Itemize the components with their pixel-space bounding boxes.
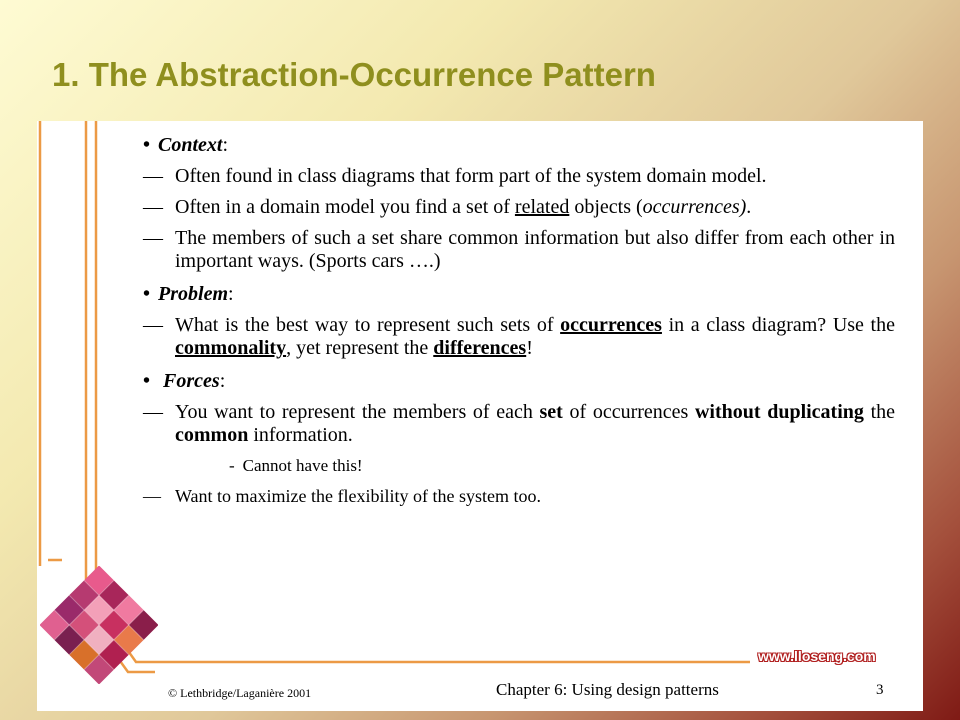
problem-point: [113, 314, 895, 360]
set-keyword: set: [539, 401, 563, 423]
dash: —: [143, 227, 163, 249]
footer-copyright: © Lethbridge/Laganière 2001: [168, 686, 312, 700]
context-point-2-text-e: .: [746, 196, 752, 218]
dash: —: [143, 314, 163, 336]
problem-colon: :: [228, 283, 234, 305]
dash: —: [143, 196, 163, 218]
context-point-2-text-c: objects (: [569, 196, 643, 218]
problem-text-1: What is the best way to represent such sets of: [175, 314, 561, 336]
common-keyword: common: [175, 424, 249, 446]
context-point-2: [113, 196, 895, 219]
slide-body: [143, 128, 895, 507]
forces-last-point: [113, 486, 895, 507]
forces-text-1: You want to represent the members of each: [175, 401, 540, 423]
problem-text-3: , yet represent the: [286, 337, 434, 359]
sub-dash: -: [229, 456, 235, 475]
context-label: Context: [158, 134, 223, 156]
bullet-dot: •: [143, 283, 151, 305]
bullet-dot: •: [143, 134, 151, 156]
quilt-logo: [40, 566, 158, 684]
forces-colon: :: [219, 370, 226, 392]
problem-text-2: in a class diagram? Use the: [661, 314, 895, 336]
commonality-keyword: commonality: [175, 337, 287, 359]
forces-subpoint-text: Cannot have this!: [242, 456, 363, 475]
occurrences-italic: occurrences): [642, 196, 747, 218]
forces-text-4: information.: [248, 424, 353, 446]
forces-point: [113, 401, 895, 447]
forces-label: Forces: [163, 370, 220, 392]
forces-last-text: Want to maximize the flexibility of the system too.: [175, 486, 541, 506]
bullet-problem: [143, 283, 895, 306]
website-url: www.lloseng.com: [758, 648, 876, 664]
context-colon: :: [222, 134, 229, 156]
dash: —: [143, 165, 163, 187]
problem-label: Problem: [158, 283, 229, 305]
forces-text-3: the: [863, 401, 896, 423]
forces-text-2: of occurrences: [562, 401, 695, 423]
context-point-3-text: The members of such a set share common information but also differ from each other in important ways. (Sports cars ….): [175, 227, 895, 272]
differences-keyword: differences: [433, 337, 527, 359]
problem-text-4: !: [526, 337, 533, 359]
context-point-1: [113, 165, 895, 188]
forces-subpoint: [229, 456, 895, 476]
related-keyword: related: [514, 196, 570, 218]
slide-title: 1. The Abstraction-Occurrence Pattern: [52, 56, 656, 93]
bullet-context: [143, 134, 895, 157]
bullet-forces: [143, 370, 895, 393]
without-duplicating-keyword: without duplicating: [694, 401, 864, 423]
bullet-dot: •: [143, 370, 151, 392]
occurrences-keyword: occurrences: [560, 314, 662, 336]
context-point-3: [113, 227, 895, 273]
context-point-1-text: Often found in class diagrams that form part of the system domain model.: [175, 165, 767, 187]
footer-page-number: 3: [876, 682, 884, 698]
dash: —: [143, 401, 163, 423]
footer-chapter: Chapter 6: Using design patterns: [496, 680, 719, 699]
context-point-2-text-a: Often in a domain model you find a set of: [175, 196, 515, 218]
dash: —: [143, 486, 161, 506]
